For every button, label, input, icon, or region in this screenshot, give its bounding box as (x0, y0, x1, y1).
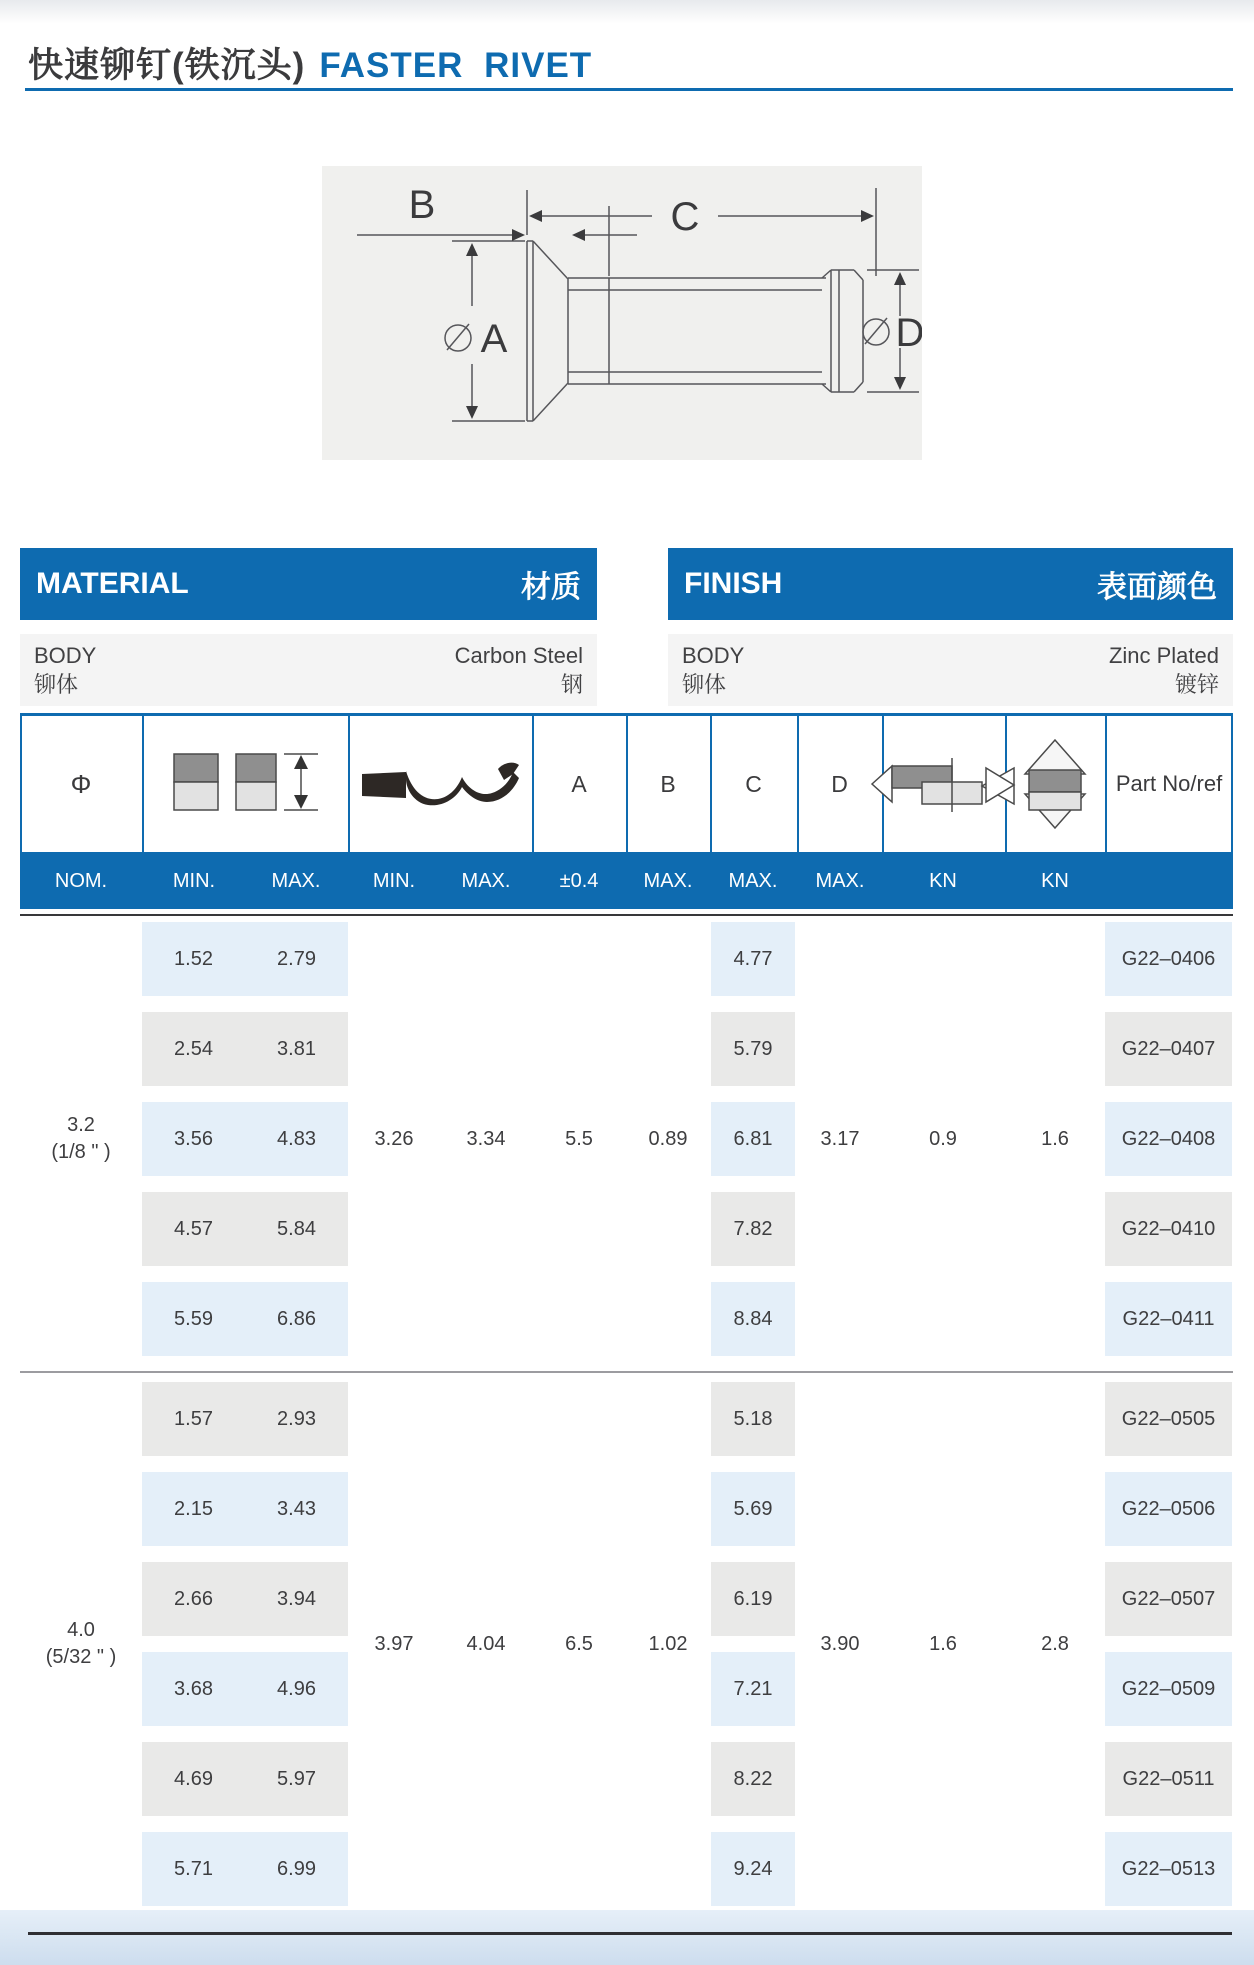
d-value: 3.90 (820, 1633, 860, 1655)
grip-min: 4.57 (174, 1217, 213, 1240)
subheader-drill-min: MIN. (372, 870, 416, 892)
material-row-label: BODY (34, 643, 97, 668)
rivet-drawing-svg (322, 166, 922, 460)
subheader-a: ±0.4 (559, 870, 599, 892)
part-no-cell (1105, 1832, 1232, 1906)
shear-kn-value: 1.6 (929, 1633, 957, 1655)
page-title-en: FASTER RIVET (319, 46, 593, 85)
part-no: G22–0507 (1121, 1587, 1216, 1610)
part-no-cell (1105, 1472, 1232, 1546)
subheader-grip-min: MIN. (172, 870, 216, 892)
c-max-cell (711, 1472, 795, 1546)
grip-max: 3.94 (277, 1587, 316, 1610)
subheader-shear: KN (929, 870, 957, 892)
finish-value: Zinc Plated (1108, 643, 1219, 668)
section-nom-label (20, 1617, 142, 1671)
subheader-b: MAX. (643, 870, 693, 892)
grip-max: 6.86 (277, 1307, 316, 1330)
grip-max: 3.43 (277, 1497, 316, 1520)
material-body-row (20, 634, 597, 706)
shear-strength-icon (868, 754, 1018, 821)
finish-title-zh: 表面颜色 (1097, 571, 1217, 604)
subheader-nom: NOM. (54, 870, 108, 892)
c-max: 5.69 (733, 1497, 773, 1520)
part-no: G22–0505 (1121, 1407, 1216, 1430)
material-value-zh: 钢 (560, 672, 583, 697)
part-no: G22–0407 (1121, 1037, 1216, 1060)
c-max: 5.18 (733, 1407, 773, 1430)
grip-min: 2.54 (174, 1037, 213, 1060)
c-max: 7.82 (733, 1217, 773, 1240)
grip-range-icon (168, 748, 323, 825)
drill-min-value: 3.26 (374, 1128, 414, 1150)
column-header-a: A (571, 771, 587, 797)
tensile-kn-value: 1.6 (1041, 1128, 1069, 1150)
subheader-d: MAX. (815, 870, 865, 892)
dim-label-b: B (408, 183, 436, 227)
part-no: G22–0506 (1121, 1497, 1216, 1520)
part-no-cell (1105, 1562, 1232, 1636)
part-no-cell (1105, 1652, 1232, 1726)
page-footer-band (0, 1910, 1254, 1965)
drill-min-value: 3.97 (374, 1633, 414, 1655)
grip-range-cell (142, 922, 348, 996)
grip-min: 3.56 (174, 1127, 213, 1150)
c-max-cell (711, 1192, 795, 1266)
part-no-cell (1105, 1192, 1232, 1266)
grip-range-cell (142, 1382, 348, 1456)
column-header-c: C (745, 771, 762, 797)
grip-range-cell (142, 1192, 348, 1266)
nom-value: 3.2 (67, 1114, 95, 1136)
material-title-zh: 材质 (521, 571, 581, 604)
c-max: 6.81 (733, 1127, 773, 1150)
finish-row-label: BODY (682, 643, 745, 668)
page-title (28, 38, 592, 88)
subheader-drill-max: MAX. (461, 870, 511, 892)
part-no: G22–0406 (1121, 947, 1216, 970)
grip-min: 1.52 (174, 947, 213, 970)
finish-value-zh: 镀锌 (1174, 672, 1219, 697)
subheader-bottom-line (20, 914, 1233, 916)
c-max-cell (711, 922, 795, 996)
material-value: Carbon Steel (454, 643, 583, 668)
dim-label-c: C (670, 195, 700, 239)
grip-range-cell (142, 1562, 348, 1636)
nom-inch-value: (5/32 " ) (45, 1646, 117, 1668)
part-no-cell (1105, 922, 1232, 996)
grip-min: 4.69 (174, 1767, 213, 1790)
column-header-part: Part No/ref (1115, 771, 1223, 796)
part-no-cell (1105, 1102, 1232, 1176)
nom-inch-value: (1/8 " ) (51, 1141, 111, 1163)
part-no: G22–0408 (1121, 1127, 1216, 1150)
c-max-cell (711, 1652, 795, 1726)
table-border-line (348, 716, 350, 852)
finish-row-label-zh: 铆体 (682, 672, 727, 697)
a-value: 5.5 (565, 1128, 593, 1150)
column-header-b: B (660, 771, 676, 797)
drill-icon (360, 757, 520, 818)
part-no: G22–0411 (1122, 1307, 1215, 1330)
grip-range-cell (142, 1102, 348, 1176)
grip-min: 5.59 (174, 1307, 213, 1330)
c-max: 7.21 (733, 1677, 773, 1700)
grip-range-cell (142, 1742, 348, 1816)
part-no-cell (1105, 1382, 1232, 1456)
shear-kn-value: 0.9 (929, 1128, 957, 1150)
subheader-tensile: KN (1041, 870, 1069, 892)
drill-max-value: 3.34 (466, 1128, 506, 1150)
page-title-zh: 快速铆钉(铁沉头) (28, 46, 306, 85)
material-header-bar (20, 548, 597, 620)
drill-max-value: 4.04 (466, 1633, 506, 1655)
grip-min: 2.15 (174, 1497, 213, 1520)
grip-min: 1.57 (174, 1407, 213, 1430)
c-max: 5.79 (733, 1037, 773, 1060)
table-border-line (142, 716, 144, 852)
c-max-cell (711, 1832, 795, 1906)
grip-max: 5.84 (277, 1217, 316, 1240)
a-value: 6.5 (565, 1633, 593, 1655)
part-no-cell (1105, 1742, 1232, 1816)
grip-max: 4.96 (277, 1677, 316, 1700)
dim-label-d: D (895, 311, 922, 355)
grip-max: 3.81 (277, 1037, 316, 1060)
grip-max: 2.93 (277, 1407, 316, 1430)
part-no: G22–0511 (1122, 1767, 1215, 1790)
part-no: G22–0513 (1121, 1857, 1216, 1880)
d-value: 3.17 (820, 1128, 860, 1150)
c-max: 6.19 (733, 1587, 773, 1610)
section-divider-line (20, 1371, 1233, 1373)
grip-min: 3.68 (174, 1677, 213, 1700)
part-no: G22–0509 (1121, 1677, 1216, 1700)
rivet-diagram (322, 166, 922, 460)
grip-range-cell (142, 1012, 348, 1086)
finish-header-bar (668, 548, 1233, 620)
grip-max: 2.79 (277, 947, 316, 970)
b-value: 0.89 (648, 1128, 688, 1150)
grip-min: 5.71 (174, 1857, 213, 1880)
c-max-cell (711, 1742, 795, 1816)
c-max: 4.77 (733, 947, 773, 970)
footer-rule (28, 1932, 1232, 1935)
b-value: 1.02 (648, 1633, 688, 1655)
grip-range-cell (142, 1832, 348, 1906)
subheader-grip-max: MAX. (271, 870, 321, 892)
grip-range-cell (142, 1652, 348, 1726)
part-no-cell (1105, 1282, 1232, 1356)
finish-body-row (668, 634, 1233, 706)
column-header-diameter: Φ (70, 769, 92, 799)
column-header-d: D (831, 771, 848, 797)
material-title: MATERIAL (36, 567, 189, 600)
grip-max: 5.97 (277, 1767, 316, 1790)
nom-value: 4.0 (67, 1619, 95, 1641)
title-underline (25, 88, 1233, 91)
subheader-c: MAX. (728, 870, 778, 892)
c-max: 8.84 (733, 1307, 773, 1330)
c-max-cell (711, 1562, 795, 1636)
c-max-cell (711, 1282, 795, 1356)
grip-max: 6.99 (277, 1857, 316, 1880)
grip-max: 4.83 (277, 1127, 316, 1150)
c-max-cell (711, 1382, 795, 1456)
c-max-cell (711, 1012, 795, 1086)
c-max-cell (711, 1102, 795, 1176)
grip-min: 2.66 (174, 1587, 213, 1610)
c-max: 9.24 (733, 1857, 773, 1880)
section-nom-label (20, 1112, 142, 1166)
part-no: G22–0410 (1121, 1217, 1216, 1240)
material-row-label-zh: 铆体 (34, 672, 79, 697)
tensile-kn-value: 2.8 (1041, 1633, 1069, 1655)
c-max: 8.22 (733, 1767, 773, 1790)
part-no-cell (1105, 1012, 1232, 1086)
dim-label-a: A (480, 317, 508, 361)
finish-title: FINISH (684, 567, 783, 600)
grip-range-cell (142, 1472, 348, 1546)
page-top-band (0, 0, 1254, 24)
tensile-strength-icon (1015, 738, 1095, 835)
grip-range-cell (142, 1282, 348, 1356)
